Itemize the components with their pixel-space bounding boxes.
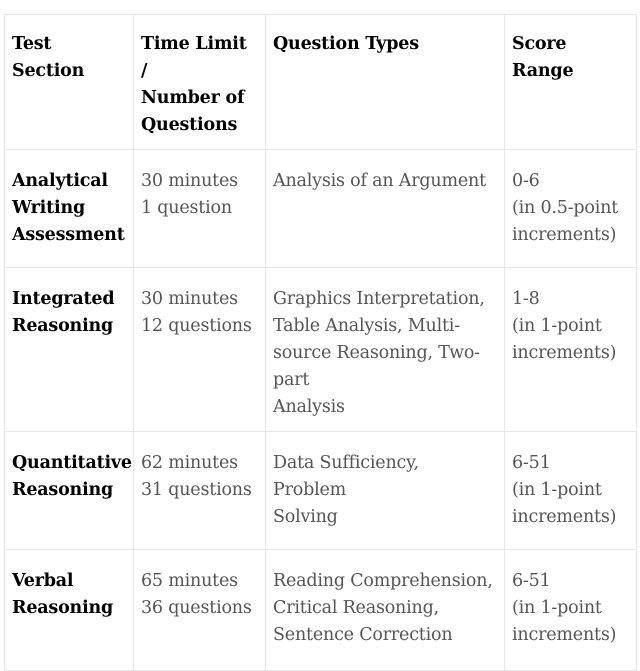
section-cell	[5, 150, 134, 268]
question-types-cell	[266, 268, 505, 432]
types-line: Analysis	[273, 397, 345, 417]
time-line: 30 minutes	[141, 171, 238, 191]
types-line: Solving	[273, 507, 338, 527]
section-cell	[5, 268, 134, 432]
table-row	[5, 550, 637, 671]
time-cell	[134, 550, 266, 671]
time-cell	[134, 432, 266, 550]
table-row	[5, 150, 637, 268]
section-line: Assessment	[12, 225, 125, 245]
test-sections-table	[4, 14, 637, 671]
score-range-cell	[505, 432, 637, 550]
question-types-cell	[266, 432, 505, 550]
types-line: source Reasoning, Two-part	[273, 343, 480, 390]
header-score-range	[505, 15, 637, 150]
section-cell	[5, 432, 134, 550]
time-cell	[134, 150, 266, 268]
header-line: Number of	[141, 88, 245, 108]
time-line: 62 minutes	[141, 453, 238, 473]
score-line: (in 1-point	[512, 598, 602, 618]
types-line: Graphics Interpretation,	[273, 289, 485, 309]
section-cell	[5, 550, 134, 671]
section-line: Reasoning	[12, 598, 114, 618]
types-line: Critical Reasoning,	[273, 598, 439, 618]
score-line: (in 1-point	[512, 480, 602, 500]
time-line: 1 question	[141, 198, 232, 218]
time-line: 65 minutes	[141, 571, 238, 591]
types-line: Data Sufficiency, Problem	[273, 453, 419, 500]
score-line: 1-8	[512, 289, 540, 309]
score-line: 6-51	[512, 453, 551, 473]
section-line: Analytical	[12, 171, 108, 191]
section-line: Verbal	[12, 571, 74, 591]
score-line: increments)	[512, 625, 617, 645]
table-row	[5, 268, 637, 432]
types-line: Analysis of an Argument	[273, 171, 486, 191]
header-line: Question Types	[273, 34, 419, 54]
section-line: Quantitative	[12, 453, 132, 473]
header-test-section	[5, 15, 134, 150]
score-line: increments)	[512, 507, 617, 527]
table-row	[5, 432, 637, 550]
header-question-types	[266, 15, 505, 150]
header-line: Score Range	[512, 34, 574, 81]
time-line: 31 questions	[141, 480, 252, 500]
types-line: Reading Comprehension,	[273, 571, 493, 591]
header-time-limit	[134, 15, 266, 150]
types-line: Sentence Correction	[273, 625, 453, 645]
score-line: 0-6	[512, 171, 540, 191]
section-line: Reasoning	[12, 316, 114, 336]
score-range-cell	[505, 268, 637, 432]
score-line: increments)	[512, 225, 617, 245]
score-line: (in 1-point	[512, 316, 602, 336]
score-range-cell	[505, 550, 637, 671]
section-line: Reasoning	[12, 480, 114, 500]
header-line: Test Section	[12, 34, 85, 81]
header-line: Time Limit /	[141, 34, 247, 81]
time-line: 36 questions	[141, 598, 252, 618]
question-types-cell	[266, 150, 505, 268]
header-line: Questions	[141, 115, 238, 135]
section-line: Integrated	[12, 289, 115, 309]
types-line: Table Analysis, Multi-	[273, 316, 460, 336]
table-header-row	[5, 15, 637, 150]
score-range-cell	[505, 150, 637, 268]
score-line: (in 0.5-point	[512, 198, 619, 218]
time-line: 30 minutes	[141, 289, 238, 309]
section-line: Writing	[12, 198, 86, 218]
score-line: increments)	[512, 343, 617, 363]
time-cell	[134, 268, 266, 432]
test-sections-table-container	[4, 14, 636, 671]
score-line: 6-51	[512, 571, 551, 591]
time-line: 12 questions	[141, 316, 252, 336]
question-types-cell	[266, 550, 505, 671]
